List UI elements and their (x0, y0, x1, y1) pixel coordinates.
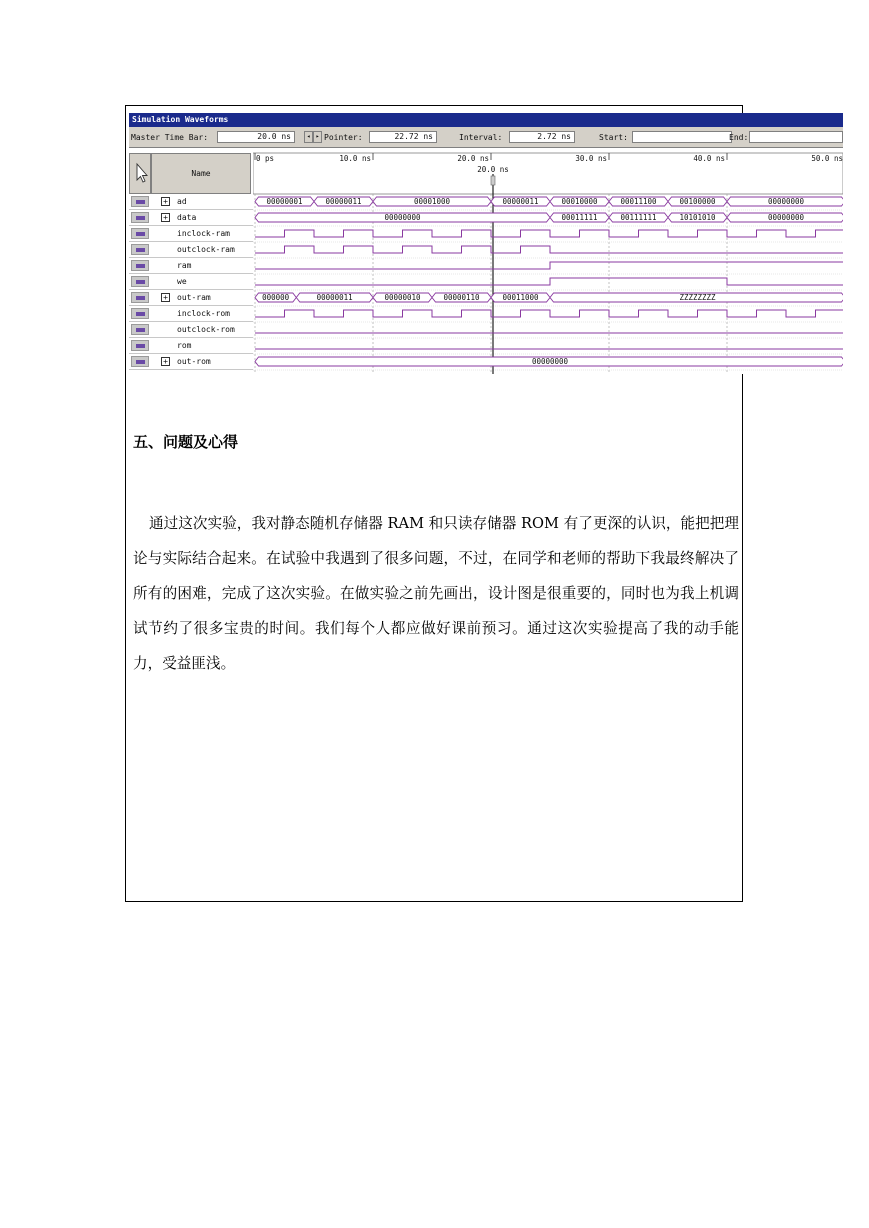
time-tick-label: 50.0 ns (811, 154, 843, 163)
bus-value-label: 00000011 (502, 197, 539, 206)
signal-name: inclock-rom (177, 309, 230, 318)
bus-value-label: 00011000 (502, 293, 539, 302)
signal-row-out-ram[interactable] (129, 290, 253, 306)
time-tick-label: 0 ps (256, 154, 275, 163)
signal-row-outclock-ram[interactable] (129, 242, 253, 258)
bus-value-label: 00111111 (620, 213, 657, 222)
input-pin-icon (131, 196, 149, 207)
next-arrow-icon[interactable]: ▸ (313, 131, 322, 143)
bus-value-label: ZZZZZZZZ (679, 293, 716, 302)
clock-waveform (255, 230, 843, 237)
bus-value-label: 00000110 (443, 293, 480, 302)
expand-icon[interactable]: + (161, 357, 170, 366)
signal-row-ad[interactable] (129, 194, 253, 210)
bus-value-label: 00000000 (767, 197, 805, 206)
pointer-arrow-icon (130, 154, 150, 193)
bus-value-label: 00011100 (620, 197, 657, 206)
signal-name: ad (177, 197, 187, 206)
time-tick-label: 40.0 ns (693, 154, 725, 163)
signal-row-rom[interactable] (129, 338, 253, 354)
prev-arrow-icon[interactable]: ◂ (304, 131, 313, 143)
bus-value-label: 00000000 (384, 213, 421, 222)
bus-value-label: 00000010 (384, 293, 421, 302)
expand-icon[interactable]: + (161, 213, 170, 222)
start-label: Start: (599, 133, 628, 142)
time-tick-label: 20.0 ns (457, 154, 489, 163)
time-tick-label: 30.0 ns (575, 154, 607, 163)
signal-row-inclock-rom[interactable] (129, 306, 253, 322)
pointer-field[interactable]: 22.72 ns (369, 131, 437, 143)
window-title: Simulation Waveforms (129, 113, 843, 127)
selection-tool-cell[interactable] (129, 153, 151, 194)
signal-name: rom (177, 341, 192, 350)
signal-row-outclock-rom[interactable] (129, 322, 253, 338)
bus-value-label: 00100000 (679, 197, 716, 206)
signal-row-we[interactable] (129, 274, 253, 290)
bus-value-label: 00000011 (325, 197, 362, 206)
signal-row-inclock-ram[interactable] (129, 226, 253, 242)
clock-waveform (255, 310, 843, 317)
bus-value-label: 00000001 (266, 197, 303, 206)
signal-name: out-ram (177, 293, 211, 302)
signal-row-ram[interactable] (129, 258, 253, 274)
signal-name: data (177, 213, 197, 222)
input-pin-icon (131, 292, 149, 303)
input-pin-icon (131, 308, 149, 319)
signal-name: we (177, 277, 187, 286)
clock-waveform (255, 246, 843, 253)
bus-value-label: 00001000 (413, 197, 451, 206)
bus-value-label: 00000000 (767, 213, 805, 222)
master-time-bar-field[interactable]: 20.0 ns (217, 131, 295, 143)
signal-name: inclock-ram (177, 229, 230, 238)
input-pin-icon (131, 244, 149, 255)
input-pin-icon (131, 340, 149, 351)
end-label: End: (729, 133, 749, 142)
reflection-paragraph: 通过这次实验，我对静态随机存储器 RAM 和只读存储器 ROM 有了更深的认识，能把把理论与实际结合起来。在试验中我遇到了很多问题，不过，在同学和老师的帮助下我最终解决了所有的困难，完成了这次实验。在做实验之前先画出，设计图是很重要的，同时也为我上机调试节约了很多宝贵的时间。我们每个人都应做好课前预习。通过这次实验提高了我的动手能力，受益匪浅。 (133, 515, 739, 672)
input-pin-icon (131, 260, 149, 271)
signal-waveform (255, 278, 843, 285)
time-toolbar (129, 127, 843, 148)
end-field[interactable] (749, 131, 843, 143)
bus-value-label: 10101010 (679, 213, 716, 222)
signal-name: outclock-ram (177, 245, 235, 254)
simulation-waveforms-window (129, 113, 843, 374)
input-pin-icon (131, 276, 149, 287)
time-tick-label: 10.0 ns (339, 154, 371, 163)
section-heading: 五、问题及心得 (133, 433, 239, 451)
signal-row-data[interactable] (129, 210, 253, 226)
expand-icon[interactable]: + (161, 293, 170, 302)
signal-name: outclock-rom (177, 325, 235, 334)
expand-icon[interactable]: + (161, 197, 170, 206)
start-field[interactable] (632, 131, 732, 143)
interval-label: Interval: (459, 133, 503, 142)
name-column-header[interactable]: Name (151, 153, 251, 194)
input-pin-icon (131, 228, 149, 239)
input-pin-icon (131, 212, 149, 223)
cursor-time-label: 20.0 ns (477, 165, 509, 174)
signal-waveform (255, 262, 843, 269)
bus-value-label: 00000000 (531, 357, 569, 366)
bus-value-label: 00011111 (561, 213, 598, 222)
cursor-handle (491, 176, 495, 185)
signal-name: ram (177, 261, 192, 270)
pointer-label: Pointer: (324, 133, 363, 142)
bus-value-label: 000000 (262, 293, 290, 302)
input-pin-icon (131, 356, 149, 367)
bus-value-label: 00000011 (316, 293, 353, 302)
bus-value-label: 00010000 (561, 197, 598, 206)
master-time-bar-label: Master Time Bar: (131, 133, 209, 142)
waveform-area[interactable] (253, 148, 843, 374)
interval-field[interactable]: 2.72 ns (509, 131, 575, 143)
input-pin-icon (131, 324, 149, 335)
signal-name: out-rom (177, 357, 211, 366)
signal-row-out-rom[interactable] (129, 354, 253, 370)
